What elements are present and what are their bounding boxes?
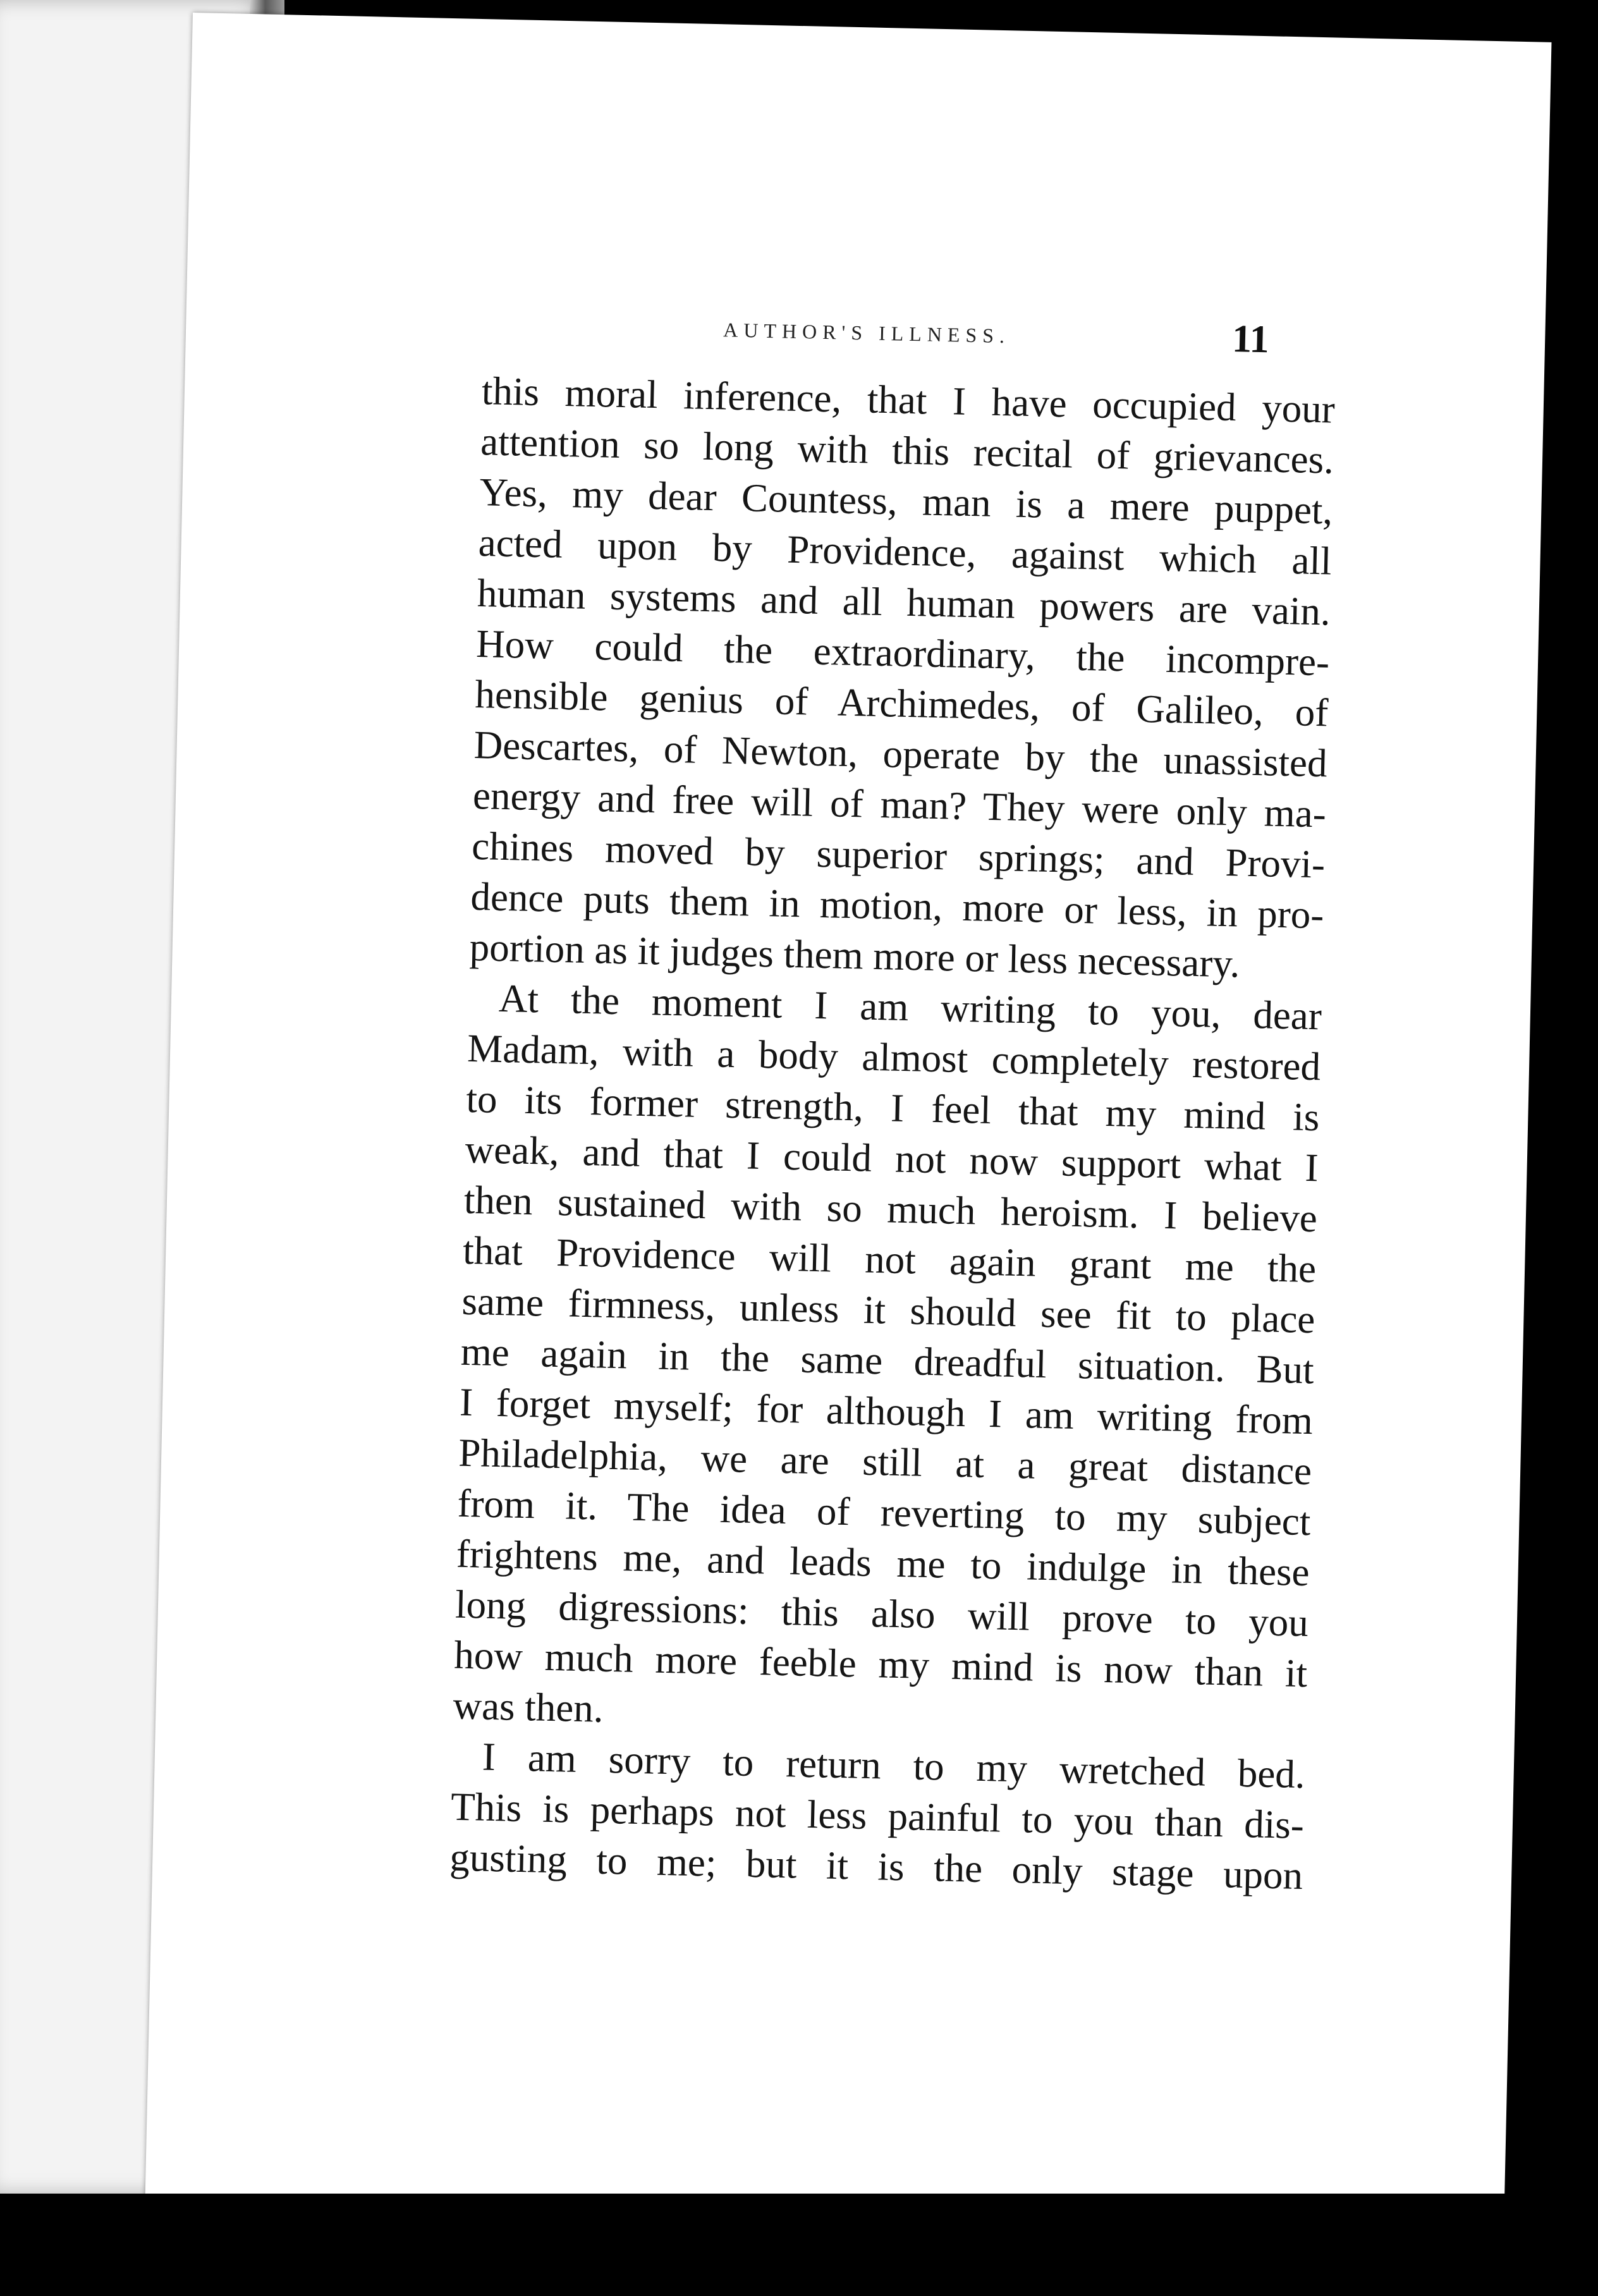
text-line: frightens me, and leads me to indulge in these [456, 1531, 1310, 1595]
text-line: to its former strength, I feel that my mind is [465, 1076, 1320, 1140]
paragraph [453, 972, 1322, 1749]
right-page [145, 13, 1552, 2229]
text-line: me again in the same dreadful situation. But [460, 1329, 1315, 1393]
text-line: Descartes, of Newton, operate by the unassisted [473, 722, 1328, 786]
text-line: weak, and that I could not now support what I [465, 1127, 1319, 1190]
text-line: Madam, with a body almost completely restored [467, 1025, 1321, 1089]
text-line: long digressions: this also will prove to you [454, 1582, 1309, 1646]
text-line: then sustained with so much heroism. I believe [463, 1177, 1318, 1241]
text-line: was then. [452, 1683, 604, 1731]
text-line: portion as it judges them more or less necessary. [469, 924, 1241, 986]
text-line: I am sorry to return to my wretched bed. [482, 1734, 1306, 1797]
text-line: acted upon by Providence, against which all [478, 520, 1333, 583]
text-line: that Providence will not again grant me the [462, 1228, 1317, 1292]
paragraph [469, 365, 1336, 991]
text-line: gusting to me; but it is the only stage upon [449, 1835, 1303, 1898]
text-line: hensible genius of Archimedes, of Galileo, of [474, 672, 1329, 735]
paragraph [449, 1731, 1306, 1901]
text-line: same firmness, unless it should see fit to place [461, 1278, 1316, 1342]
text-line: this moral inference, that I have occupied your [481, 369, 1336, 432]
text-line: How could the extraordinary, the incompre- [475, 621, 1330, 685]
text-line: how much more feeble my mind is now than it [453, 1632, 1308, 1696]
page-number: 11 [1231, 317, 1270, 362]
text-line: chines moved by superior springs; and Provi- [471, 823, 1326, 887]
text-line: human systems and all human powers are vain. [477, 571, 1331, 634]
text-line: At the moment I am writing to you, dear [498, 975, 1322, 1039]
text-line: dence puts them in motion, more or less, in pro- [470, 874, 1325, 937]
running-head: AUTHOR'S ILLNESS. [723, 318, 1011, 348]
text-line: from it. The idea of reverting to my subject [456, 1481, 1312, 1544]
text-line: I forget myself; for although I am writing from [459, 1379, 1314, 1443]
body-text [449, 365, 1336, 1901]
scan-bottom-edge [0, 2194, 1598, 2296]
text-line: This is perhaps not less painful to you than dis- [450, 1784, 1305, 1848]
text-line: Philadelphia, we are still at a great distance [458, 1430, 1312, 1494]
text-line: attention so long with this recital of grievances. [480, 419, 1334, 482]
text-line: Yes, my dear Countess, man is a mere puppet, [479, 470, 1334, 533]
text-line: energy and free will of man? They were only ma- [472, 772, 1327, 836]
